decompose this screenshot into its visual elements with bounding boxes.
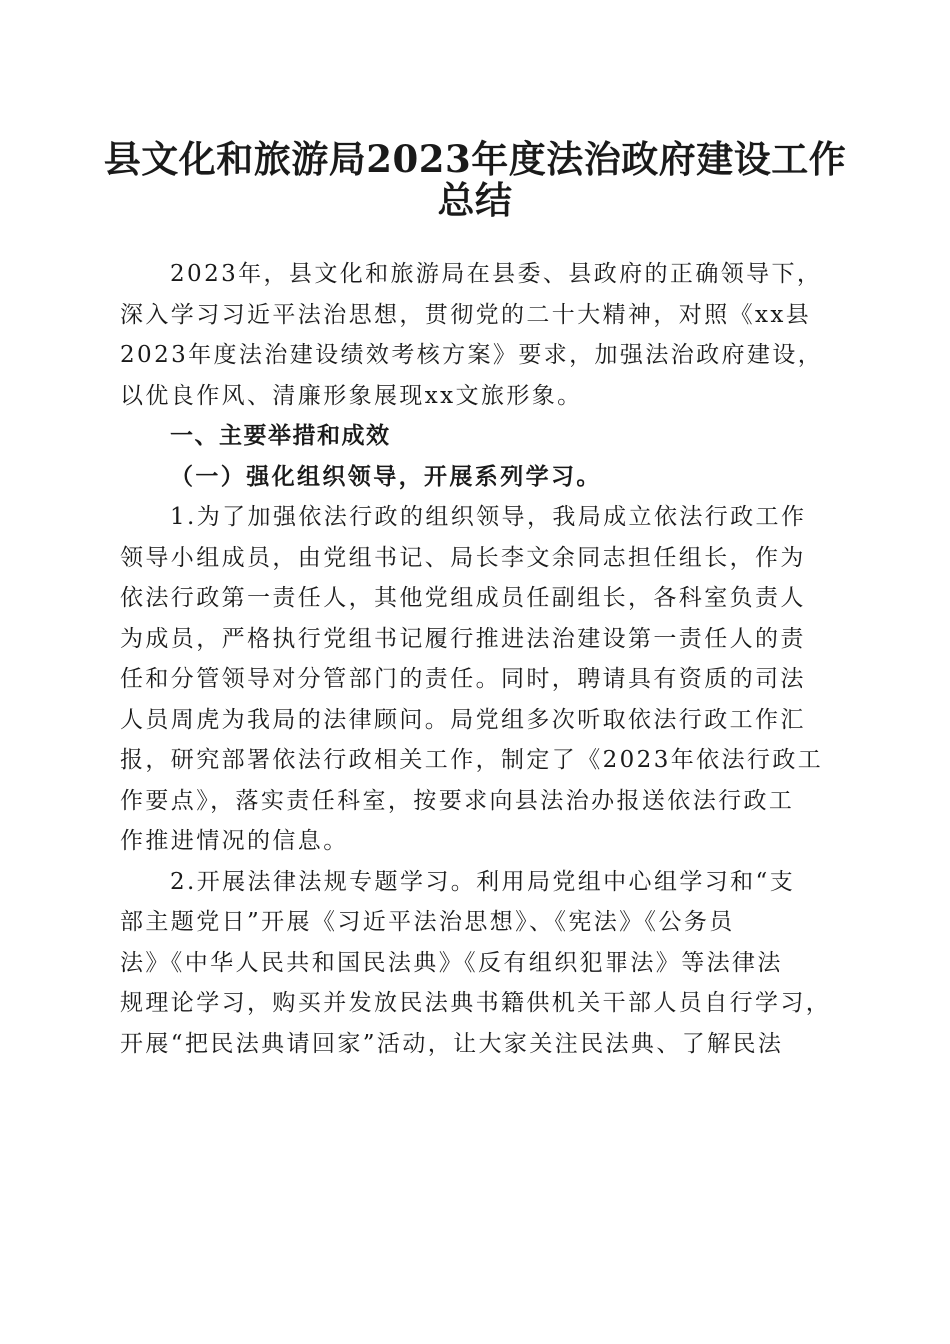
paragraph-line: 规理论学习，购买并发放民法典书籍供机关干部人员自行学习， [120,990,832,1016]
paragraph-line: 1.为了加强依法行政的组织领导，我局成立依法行政工作 [170,504,807,530]
paragraph-line: 作要点》，落实责任科室，按要求向县法治办报送依法行政工 [120,787,795,814]
paragraph-line: 人员周虎为我局的法律顾问。局党组多次听取依法行政工作汇 [120,706,806,733]
paragraph-line: 2023年度法治建设绩效考核方案》要求，加强法治政府建设， [120,342,824,368]
paragraph-line: 为成员，严格执行党组书记履行推进法治建设第一责任人的责 [120,625,806,652]
document-body [120,254,832,1064]
paragraph-line: 开展“把民法典请回家”活动，让大家关注民法典、了解民法 [120,1030,784,1057]
paragraph-line: 依法行政第一责任人，其他党组成员任副组长，各科室负责人 [120,585,806,611]
section-heading [120,416,832,457]
document-title [0,134,950,222]
paragraph-line: 报，研究部署依法行政相关工作，制定了《2023年依法行政工 [120,747,824,773]
heading-line: 一、主要举措和成效 [170,423,391,449]
paragraph-line: 2.开展法律法规专题学习。利用局党组中心组学习和“支 [170,868,796,895]
paragraph-line: 作推进情况的信息。 [120,828,349,854]
paragraph-line: 以优良作风、清廉形象展现xx文旅形象。 [120,382,583,409]
subheading-line: （一）强化组织领导，开展系列学习。 [170,462,602,490]
paragraph-line: 领导小组成员，由党组书记、局长李文余同志担任组长，作为 [120,544,806,571]
paragraph-line: 任和分管领导对分管部门的责任。同时，聘请具有资质的司法 [120,666,806,692]
item-1-paragraph [120,497,832,862]
paragraph-line: 部主题党日”开展《习近平法治思想》、《宪法》《公务员 [120,909,735,935]
paragraph-line: 2023年，县文化和旅游局在县委、县政府的正确领导下， [170,261,823,287]
intro-paragraph [120,254,832,416]
title-line: 总结 [437,177,513,222]
paragraph-line: 深入学习习近平法治思想，贯彻党的二十大精神，对照《xx县 [120,301,812,328]
paragraph-line: 法》《中华人民共和国民法典》《反有组织犯罪法》等法律法 [120,949,783,976]
item-2-paragraph [120,862,832,1065]
subsection-heading [120,457,832,498]
title-line: 县文化和旅游局2023年度法治政府建设工作 [103,137,847,181]
